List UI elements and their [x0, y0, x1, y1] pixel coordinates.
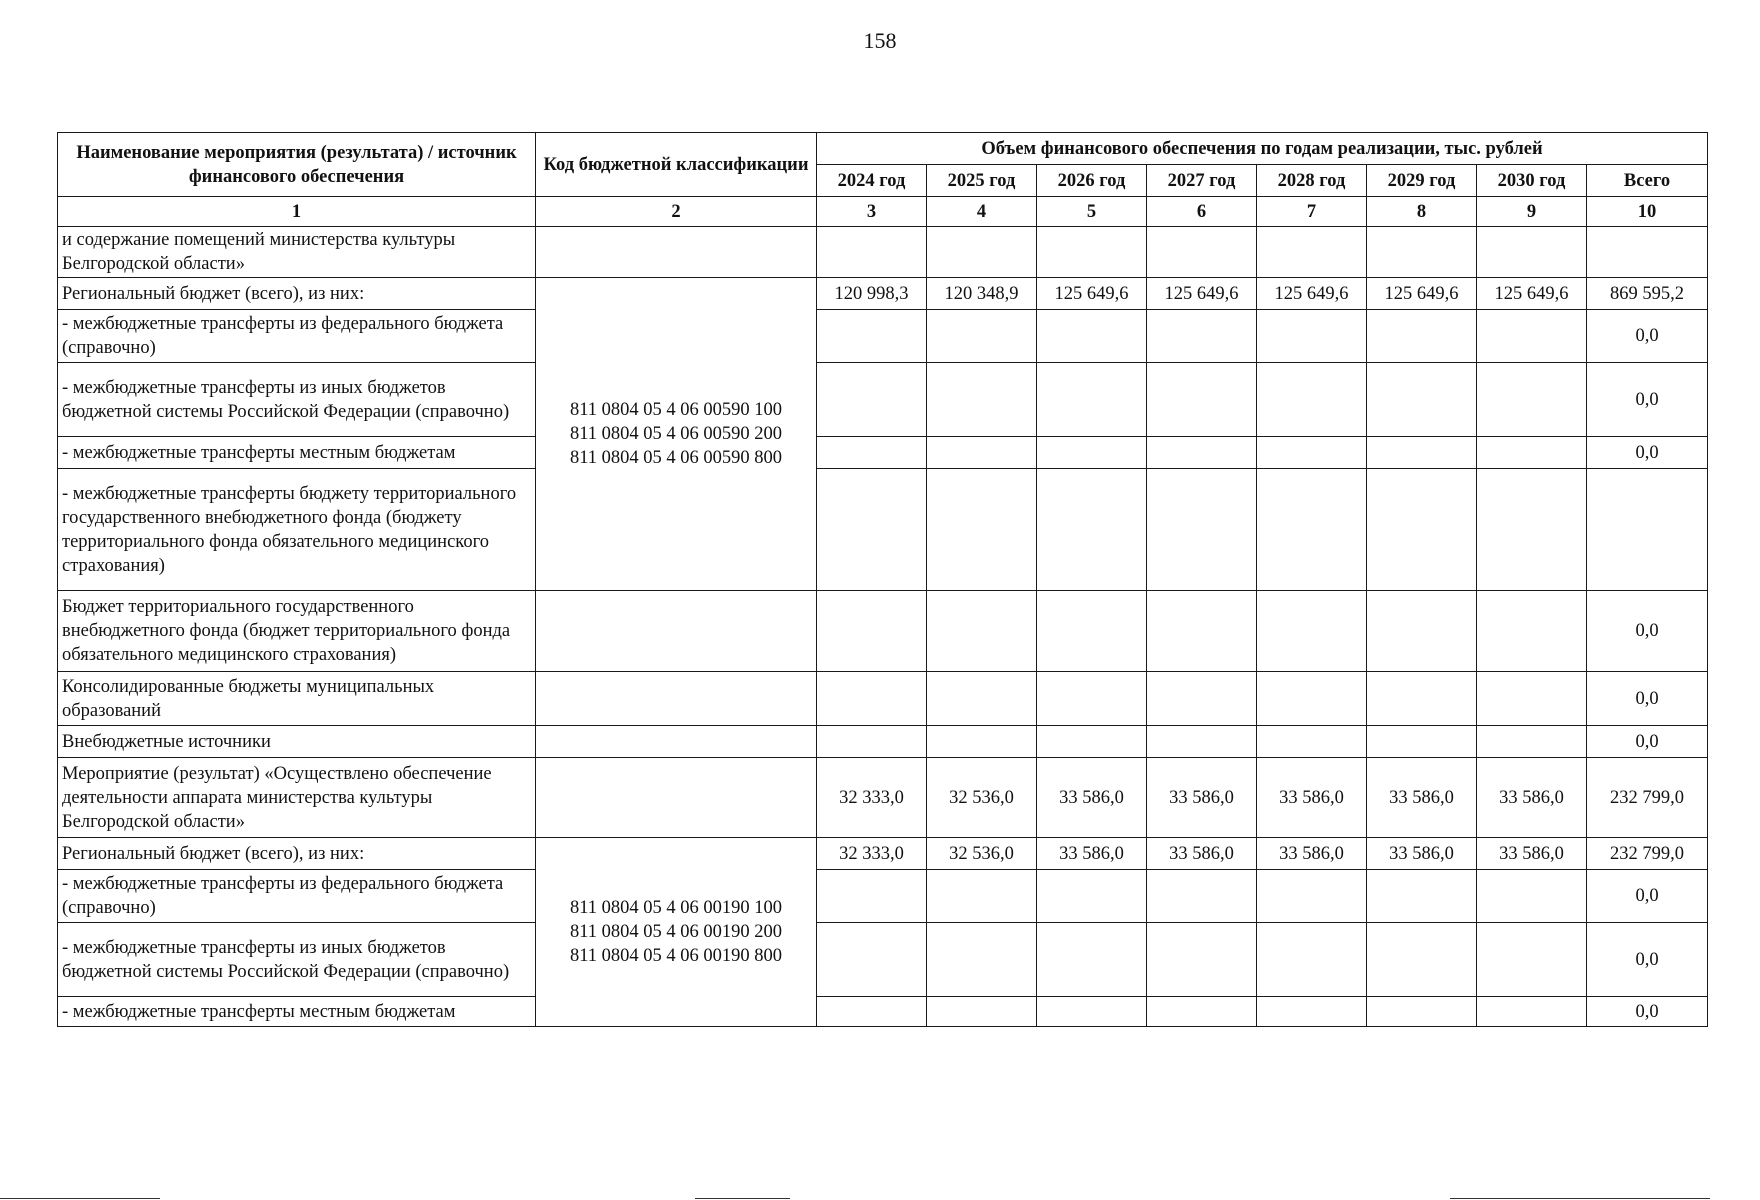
row-name: Мероприятие (результат) «Осуществлено обеспечение деятельности аппарата министерства культуры Белгородской области» [58, 758, 536, 838]
value-cell [927, 591, 1037, 672]
value-cell: 32 536,0 [927, 838, 1037, 870]
row-name: Бюджет территориального государственного внебюджетного фонда (бюджет территориального фонда обязательного медицинского страхования) [58, 591, 536, 672]
value-cell: 0,0 [1587, 591, 1708, 672]
value-cell: 0,0 [1587, 923, 1708, 997]
table-row [58, 591, 1708, 672]
row-name: и содержание помещений министерства культуры Белгородской области» [58, 227, 536, 278]
value-cell [1037, 997, 1147, 1027]
value-cell [1477, 227, 1587, 278]
value-cell [1147, 591, 1257, 672]
scan-edge-line-mid [695, 1198, 790, 1199]
value-cell [1257, 726, 1367, 758]
table-row [58, 310, 1708, 363]
value-cell [927, 997, 1037, 1027]
value-cell [1147, 469, 1257, 591]
financing-table [57, 132, 1708, 1027]
header-code: Код бюджетной классификации [536, 133, 817, 197]
table-row [58, 363, 1708, 437]
value-cell [1147, 726, 1257, 758]
table-row [58, 672, 1708, 726]
value-cell: 0,0 [1587, 363, 1708, 437]
index-cell: 4 [927, 197, 1037, 227]
value-cell: 232 799,0 [1587, 758, 1708, 838]
code-line: 811 0804 05 4 06 00190 100 [569, 898, 783, 918]
value-cell [817, 437, 927, 469]
code-line: 811 0804 05 4 06 00590 100 [569, 400, 783, 420]
row-name: - межбюджетные трансферты из иных бюджетов бюджетной системы Российской Федерации (справочно) [58, 363, 536, 437]
value-cell [1257, 672, 1367, 726]
value-cell [1477, 591, 1587, 672]
index-cell: 7 [1257, 197, 1367, 227]
code-cell [536, 227, 817, 278]
header-volume: Объем финансового обеспечения по годам реализации, тыс. рублей [817, 133, 1708, 165]
table-row [58, 997, 1708, 1027]
header-year-2025: 2025 год [927, 165, 1037, 197]
code-line: 811 0804 05 4 06 00190 200 [569, 922, 783, 942]
value-cell: 32 536,0 [927, 758, 1037, 838]
value-cell [1367, 726, 1477, 758]
value-cell: 33 586,0 [1257, 838, 1367, 870]
value-cell [1037, 870, 1147, 923]
value-cell [1367, 870, 1477, 923]
value-cell [1367, 437, 1477, 469]
value-cell [1477, 672, 1587, 726]
index-cell: 3 [817, 197, 927, 227]
value-cell [927, 437, 1037, 469]
value-cell [927, 726, 1037, 758]
row-name: Внебюджетные источники [58, 726, 536, 758]
value-cell [1037, 310, 1147, 363]
code-cell [536, 726, 817, 758]
header-index-row [58, 197, 1708, 227]
row-name: - межбюджетные трансферты местным бюджетам [58, 437, 536, 469]
header-year-2026: 2026 год [1037, 165, 1147, 197]
table-header [58, 133, 1708, 227]
value-cell [1257, 310, 1367, 363]
code-cell [817, 469, 927, 591]
value-cell [1037, 672, 1147, 726]
table-row [58, 838, 1708, 870]
row-name: - межбюджетные трансферты бюджету территориального государственного внебюджетного фонда (бюджету территориального фонда обязательного медицинского страхования) [58, 469, 536, 591]
value-cell [1367, 997, 1477, 1027]
value-cell [1367, 672, 1477, 726]
value-cell: 125 649,6 [1367, 278, 1477, 310]
value-cell [1147, 227, 1257, 278]
value-cell [927, 310, 1037, 363]
index-cell: 5 [1037, 197, 1147, 227]
value-cell [1257, 363, 1367, 437]
value-cell: 33 586,0 [1037, 758, 1147, 838]
value-cell [817, 870, 927, 923]
value-cell [1257, 227, 1367, 278]
value-cell [1257, 437, 1367, 469]
value-cell [1477, 870, 1587, 923]
index-cell: 6 [1147, 197, 1257, 227]
code-cell [536, 672, 817, 726]
value-cell [1367, 469, 1477, 591]
row-name: Консолидированные бюджеты муниципальных образований [58, 672, 536, 726]
value-cell [1477, 923, 1587, 997]
value-cell [1257, 469, 1367, 591]
index-cell: 8 [1367, 197, 1477, 227]
code-cell [536, 758, 817, 838]
value-cell [927, 672, 1037, 726]
value-cell [1367, 591, 1477, 672]
header-year-2027: 2027 год [1147, 165, 1257, 197]
value-cell [1037, 591, 1147, 672]
value-cell [1367, 363, 1477, 437]
value-cell: 125 649,6 [1477, 278, 1587, 310]
value-cell: 33 586,0 [1367, 838, 1477, 870]
value-cell [1477, 437, 1587, 469]
table-row [58, 469, 1708, 591]
value-cell: 232 799,0 [1587, 838, 1708, 870]
page-number: 158 [863, 28, 897, 53]
value-cell [817, 591, 927, 672]
value-cell [1257, 997, 1367, 1027]
value-cell [817, 227, 927, 278]
value-cell: 120 998,3 [817, 278, 927, 310]
value-cell [1257, 923, 1367, 997]
row-name: - межбюджетные трансферты из иных бюджетов бюджетной системы Российской Федерации (справочно) [58, 923, 536, 997]
value-cell [1037, 363, 1147, 437]
value-cell [927, 227, 1037, 278]
table-row [58, 758, 1708, 838]
table-row [58, 726, 1708, 758]
value-cell: 869 595,2 [1587, 278, 1708, 310]
value-cell [927, 923, 1037, 997]
value-cell [927, 469, 1037, 591]
value-cell [1477, 363, 1587, 437]
table-row [58, 278, 1708, 310]
index-cell: 2 [536, 197, 817, 227]
value-cell [1257, 870, 1367, 923]
value-cell: 33 586,0 [1257, 758, 1367, 838]
value-cell: 32 333,0 [817, 758, 927, 838]
value-cell [927, 870, 1037, 923]
value-cell [1147, 437, 1257, 469]
value-cell [1147, 363, 1257, 437]
value-cell [1147, 923, 1257, 997]
value-cell: 0,0 [1587, 726, 1708, 758]
code-line: 811 0804 05 4 06 00590 200 [569, 424, 783, 444]
row-name: - межбюджетные трансферты местным бюджетам [58, 997, 536, 1027]
row-name: Региональный бюджет (всего), из них: [58, 278, 536, 310]
value-cell [1037, 227, 1147, 278]
header-row-1 [58, 133, 1708, 165]
table-row [58, 437, 1708, 469]
header-year-2028: 2028 год [1257, 165, 1367, 197]
value-cell [1477, 726, 1587, 758]
code-cell [536, 591, 817, 672]
value-cell [1037, 469, 1147, 591]
header-name: Наименование мероприятия (результата) / источник финансового обеспечения [58, 133, 536, 197]
value-cell: 0,0 [1587, 437, 1708, 469]
value-cell: 125 649,6 [1257, 278, 1367, 310]
value-cell [1367, 310, 1477, 363]
scan-edge-line-right [1450, 1198, 1710, 1199]
table-body [58, 227, 1708, 1027]
table-row [58, 870, 1708, 923]
index-cell: 10 [1587, 197, 1708, 227]
value-cell [1037, 437, 1147, 469]
row-name: Региональный бюджет (всего), из них: [58, 838, 536, 870]
value-cell [817, 672, 927, 726]
row-name: - межбюджетные трансферты из федерального бюджета (справочно) [58, 310, 536, 363]
value-cell [1587, 469, 1708, 591]
value-cell: 33 586,0 [1147, 838, 1257, 870]
scan-edge-line-left [0, 1198, 160, 1199]
value-cell: 0,0 [1587, 997, 1708, 1027]
value-cell: 125 649,6 [1037, 278, 1147, 310]
value-cell [1587, 227, 1708, 278]
value-cell [817, 726, 927, 758]
value-cell [817, 997, 927, 1027]
header-year-2024: 2024 год [817, 165, 927, 197]
table-row [58, 227, 1708, 278]
value-cell: 0,0 [1587, 310, 1708, 363]
value-cell [1367, 923, 1477, 997]
table-row [58, 923, 1708, 997]
value-cell: 33 586,0 [1147, 758, 1257, 838]
code-cell-group-2 [536, 838, 817, 1027]
value-cell: 32 333,0 [817, 838, 927, 870]
value-cell: 125 649,6 [1147, 278, 1257, 310]
value-cell [1037, 923, 1147, 997]
index-cell: 9 [1477, 197, 1587, 227]
value-cell [1477, 469, 1587, 591]
value-cell: 120 348,9 [927, 278, 1037, 310]
code-line: 811 0804 05 4 06 00590 800 [569, 448, 783, 468]
index-cell: 1 [58, 197, 536, 227]
value-cell [817, 310, 927, 363]
code-line: 811 0804 05 4 06 00190 800 [569, 946, 783, 966]
value-cell [1257, 591, 1367, 672]
value-cell: 0,0 [1587, 672, 1708, 726]
value-cell [1147, 672, 1257, 726]
code-cell-group-1 [536, 278, 817, 591]
value-cell [817, 363, 927, 437]
value-cell: 33 586,0 [1477, 838, 1587, 870]
value-cell [1037, 726, 1147, 758]
value-cell: 33 586,0 [1477, 758, 1587, 838]
row-name: - межбюджетные трансферты из федерального бюджета (справочно) [58, 870, 536, 923]
value-cell: 0,0 [1587, 870, 1708, 923]
value-cell [927, 363, 1037, 437]
value-cell [817, 923, 927, 997]
header-year-2029: 2029 год [1367, 165, 1477, 197]
value-cell [1147, 997, 1257, 1027]
header-year-2030: 2030 год [1477, 165, 1587, 197]
value-cell: 33 586,0 [1037, 838, 1147, 870]
value-cell [1477, 997, 1587, 1027]
value-cell [1477, 310, 1587, 363]
value-cell [1367, 227, 1477, 278]
value-cell: 33 586,0 [1367, 758, 1477, 838]
value-cell [1147, 870, 1257, 923]
header-total: Всего [1587, 165, 1708, 197]
value-cell [1147, 310, 1257, 363]
